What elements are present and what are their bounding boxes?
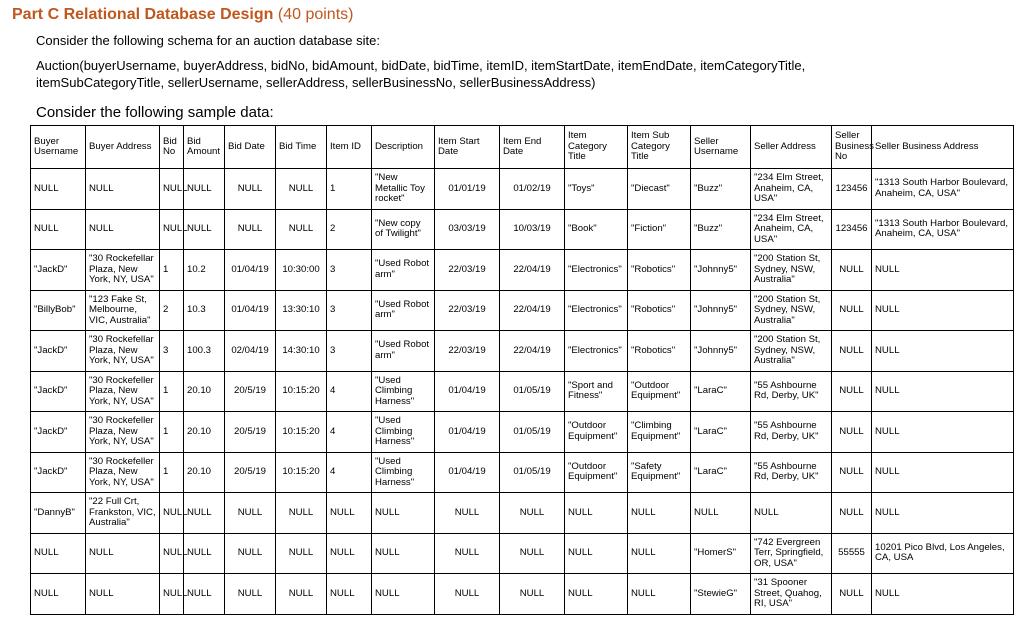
table-cell: NULL — [435, 533, 500, 574]
table-cell: 22/04/19 — [500, 290, 565, 331]
table-cell: "Fiction" — [628, 209, 691, 250]
table-cell: "Johnny5" — [691, 331, 751, 372]
table-cell: 2 — [327, 209, 372, 250]
table-cell: NULL — [86, 574, 160, 615]
table-cell: NULL — [832, 412, 872, 453]
table-cell: "Used Climbing Harness" — [372, 412, 435, 453]
table-row — [31, 412, 1014, 453]
table-cell: "Outdoor Equipment" — [565, 452, 628, 493]
table-cell: 14:30:10 — [276, 331, 327, 372]
table-cell: NULL — [832, 452, 872, 493]
table-cell: NULL — [86, 533, 160, 574]
table-cell: NULL — [832, 574, 872, 615]
table-cell: 01/04/19 — [225, 290, 276, 331]
table-cell: NULL — [160, 169, 184, 210]
table-cell: NULL — [872, 452, 1014, 493]
table-cell: 100.3 — [184, 331, 225, 372]
table-cell: 22/04/19 — [500, 331, 565, 372]
table-cell: 01/04/19 — [435, 371, 500, 412]
table-cell: "StewieG" — [691, 574, 751, 615]
table-cell: NULL — [832, 250, 872, 291]
table-cell: "JackD" — [31, 371, 86, 412]
table-cell: NULL — [225, 533, 276, 574]
table-cell: 10:15:20 — [276, 452, 327, 493]
table-cell: NULL — [628, 574, 691, 615]
table-cell: "Book" — [565, 209, 628, 250]
table-cell: NULL — [500, 533, 565, 574]
table-cell: "JackD" — [31, 452, 86, 493]
table-cell: NULL — [31, 169, 86, 210]
table-cell: 10.3 — [184, 290, 225, 331]
table-cell: 22/04/19 — [500, 250, 565, 291]
table-cell: NULL — [31, 533, 86, 574]
table-cell: NULL — [160, 533, 184, 574]
table-row — [31, 574, 1014, 615]
table-cell: 01/05/19 — [500, 412, 565, 453]
column-header: Bid No — [160, 126, 184, 169]
table-cell: 4 — [327, 452, 372, 493]
table-row — [31, 290, 1014, 331]
table-cell: 10201 Pico Blvd, Los Angeles, CA, USA — [872, 533, 1014, 574]
column-header: Seller Address — [751, 126, 832, 169]
table-cell: NULL — [276, 493, 327, 534]
table-cell: "1313 South Harbor Boulevard, Anaheim, CA, USA" — [872, 209, 1014, 250]
table-cell: 1 — [160, 452, 184, 493]
table-cell: "123 Fake St, Melbourne, VIC, Australia" — [86, 290, 160, 331]
table-cell: "Safety Equipment" — [628, 452, 691, 493]
table-cell: "Buzz" — [691, 209, 751, 250]
table-cell: 20.10 — [184, 452, 225, 493]
table-cell: NULL — [565, 574, 628, 615]
table-cell: NULL — [86, 169, 160, 210]
column-header: Seller Business Address — [872, 126, 1014, 169]
table-cell: "LaraC" — [691, 412, 751, 453]
table-cell: "BillyBob" — [31, 290, 86, 331]
table-cell: "30 Rockefellar Plaza, New York, NY, USA" — [86, 250, 160, 291]
table-cell: "Electronics" — [565, 290, 628, 331]
table-cell: NULL — [435, 493, 500, 534]
table-cell: 123456 — [832, 209, 872, 250]
table-cell: NULL — [872, 250, 1014, 291]
table-cell: NULL — [184, 533, 225, 574]
table-cell: NULL — [225, 169, 276, 210]
table-cell: 1 — [327, 169, 372, 210]
table-cell: "DannyB" — [31, 493, 86, 534]
table-cell: NULL — [832, 290, 872, 331]
table-cell: NULL — [872, 371, 1014, 412]
table-cell: "LaraC" — [691, 452, 751, 493]
column-header: Bid Date — [225, 126, 276, 169]
table-cell: 01/01/19 — [435, 169, 500, 210]
table-cell: "Johnny5" — [691, 290, 751, 331]
table-cell: "Used Climbing Harness" — [372, 371, 435, 412]
table-cell: "JackD" — [31, 250, 86, 291]
column-header: Item Category Title — [565, 126, 628, 169]
table-cell: "Toys" — [565, 169, 628, 210]
table-cell: NULL — [276, 169, 327, 210]
column-header: Item End Date — [500, 126, 565, 169]
table-cell: "55 Ashbourne Rd, Derby, UK" — [751, 371, 832, 412]
column-header: Seller Business No — [832, 126, 872, 169]
table-cell: NULL — [500, 493, 565, 534]
table-cell: NULL — [751, 493, 832, 534]
table-cell: NULL — [86, 209, 160, 250]
table-cell: "Used Robot arm" — [372, 290, 435, 331]
table-cell: 10:30:00 — [276, 250, 327, 291]
sample-data-label: Consider the following sample data: — [36, 104, 274, 121]
table-cell: "30 Rockefeller Plaza, New York, NY, USA" — [86, 371, 160, 412]
table-cell: 20.10 — [184, 371, 225, 412]
table-cell: NULL — [160, 209, 184, 250]
column-header: Bid Amount — [184, 126, 225, 169]
table-cell: "30 Rockefellar Plaza, New York, NY, USA" — [86, 331, 160, 372]
intro-text: Consider the following schema for an auction database site: — [36, 33, 380, 48]
column-header: Item ID — [327, 126, 372, 169]
table-cell: 1 — [160, 371, 184, 412]
table-cell: "234 Elm Street, Anaheim, CA, USA" — [751, 209, 832, 250]
table-cell: NULL — [225, 493, 276, 534]
table-cell: NULL — [628, 493, 691, 534]
column-header: Seller Username — [691, 126, 751, 169]
table-cell: 1 — [160, 250, 184, 291]
table-cell: 20.10 — [184, 412, 225, 453]
table-cell: NULL — [372, 533, 435, 574]
table-cell: "JackD" — [31, 331, 86, 372]
table-cell: "Outdoor Equipment" — [565, 412, 628, 453]
table-cell: "200 Station St, Sydney, NSW, Australia" — [751, 250, 832, 291]
table-cell: 2 — [160, 290, 184, 331]
table-cell: 01/04/19 — [435, 412, 500, 453]
table-cell: NULL — [327, 574, 372, 615]
table-cell: 01/05/19 — [500, 371, 565, 412]
table-row — [31, 169, 1014, 210]
table-cell: 22/03/19 — [435, 250, 500, 291]
table-cell: NULL — [372, 493, 435, 534]
table-cell: NULL — [691, 493, 751, 534]
table-cell: NULL — [435, 574, 500, 615]
table-cell: 22/03/19 — [435, 290, 500, 331]
table-cell: "Electronics" — [565, 331, 628, 372]
sample-data-table — [30, 125, 1014, 615]
column-header: Item Start Date — [435, 126, 500, 169]
table-cell: 02/04/19 — [225, 331, 276, 372]
table-cell: 3 — [160, 331, 184, 372]
table-cell: "Used Robot arm" — [372, 331, 435, 372]
table-cell: 55555 — [832, 533, 872, 574]
table-cell: 10/03/19 — [500, 209, 565, 250]
table-cell: NULL — [327, 533, 372, 574]
table-cell: "New Metallic Toy rocket" — [372, 169, 435, 210]
table-cell: 01/05/19 — [500, 452, 565, 493]
table-cell: NULL — [565, 533, 628, 574]
table-cell: 20/5/19 — [225, 452, 276, 493]
schema-definition: Auction(buyerUsername, buyerAddress, bidNo, bidAmount, bidDate, bidTime, itemID, itemStartDate, itemEndDate, itemCategoryTitle, itemSubCategoryTitle, sellerUsername, sellerAddress, sellerBusinessNo, sellerBusinessAddress) — [36, 58, 806, 90]
table-cell: "LaraC" — [691, 371, 751, 412]
table-cell: NULL — [276, 533, 327, 574]
table-cell: "30 Rockefeller Plaza, New York, NY, USA" — [86, 412, 160, 453]
table-cell: "Electronics" — [565, 250, 628, 291]
table-cell: NULL — [276, 209, 327, 250]
table-cell: NULL — [327, 493, 372, 534]
table-cell: "55 Ashbourne Rd, Derby, UK" — [751, 412, 832, 453]
table-cell: NULL — [184, 574, 225, 615]
column-header: Buyer Username — [31, 126, 86, 169]
table-cell: 10:15:20 — [276, 371, 327, 412]
table-cell: NULL — [225, 574, 276, 615]
table-cell: NULL — [184, 169, 225, 210]
column-header: Buyer Address — [86, 126, 160, 169]
table-cell: "Used Robot arm" — [372, 250, 435, 291]
table-cell: 03/03/19 — [435, 209, 500, 250]
table-cell: NULL — [372, 574, 435, 615]
table-cell: "Diecast" — [628, 169, 691, 210]
table-cell: "Sport and Fitness" — [565, 371, 628, 412]
table-cell: NULL — [872, 331, 1014, 372]
table-cell: "Robotics" — [628, 331, 691, 372]
table-cell: NULL — [184, 209, 225, 250]
table-header-row — [31, 126, 1014, 169]
table-cell: NULL — [225, 209, 276, 250]
table-cell: "HomerS" — [691, 533, 751, 574]
table-cell: "Climbing Equipment" — [628, 412, 691, 453]
table-cell: "200 Station St, Sydney, NSW, Australia" — [751, 290, 832, 331]
table-cell: NULL — [31, 574, 86, 615]
table-row — [31, 371, 1014, 412]
table-cell: "234 Elm Street, Anaheim, CA, USA" — [751, 169, 832, 210]
table-row — [31, 209, 1014, 250]
table-cell: "31 Spooner Street, Quahog, RI, USA" — [751, 574, 832, 615]
table-cell: NULL — [872, 493, 1014, 534]
section-title — [12, 6, 353, 24]
table-cell: "Used Climbing Harness" — [372, 452, 435, 493]
table-cell: NULL — [628, 533, 691, 574]
table-cell: "JackD" — [31, 412, 86, 453]
table-cell: "Johnny5" — [691, 250, 751, 291]
table-cell: 3 — [327, 290, 372, 331]
table-cell: NULL — [872, 412, 1014, 453]
table-cell: NULL — [872, 290, 1014, 331]
table-cell: 22/03/19 — [435, 331, 500, 372]
table-cell: 01/04/19 — [225, 250, 276, 291]
table-cell: 20/5/19 — [225, 412, 276, 453]
table-cell: NULL — [565, 493, 628, 534]
table-cell: NULL — [31, 209, 86, 250]
table-cell: "Outdoor Equipment" — [628, 371, 691, 412]
table-cell: NULL — [160, 493, 184, 534]
table-cell: 4 — [327, 412, 372, 453]
table-row — [31, 493, 1014, 534]
table-row — [31, 533, 1014, 574]
points-text: (40 points) — [277, 6, 354, 23]
table-cell: 3 — [327, 331, 372, 372]
table-cell: 01/02/19 — [500, 169, 565, 210]
table-cell: "New copy of Twilight" — [372, 209, 435, 250]
column-header: Description — [372, 126, 435, 169]
table-cell: NULL — [160, 574, 184, 615]
table-cell: 123456 — [832, 169, 872, 210]
table-cell: "22 Full Crt, Frankston, VIC, Australia" — [86, 493, 160, 534]
table-cell: 3 — [327, 250, 372, 291]
table-cell: 01/04/19 — [435, 452, 500, 493]
table-cell: "1313 South Harbor Boulevard, Anaheim, CA, USA" — [872, 169, 1014, 210]
table-cell: "30 Rockefeller Plaza, New York, NY, USA" — [86, 452, 160, 493]
table-cell: "200 Station St, Sydney, NSW, Australia" — [751, 331, 832, 372]
table-cell: "Robotics" — [628, 290, 691, 331]
table-row — [31, 452, 1014, 493]
table-cell: NULL — [872, 574, 1014, 615]
table-row — [31, 331, 1014, 372]
table-cell: 4 — [327, 371, 372, 412]
table-cell: 10.2 — [184, 250, 225, 291]
table-cell: "742 Evergreen Terr, Springfield, OR, USA" — [751, 533, 832, 574]
table-cell: 13:30:10 — [276, 290, 327, 331]
table-cell: NULL — [500, 574, 565, 615]
table-cell: 10:15:20 — [276, 412, 327, 453]
table-cell: NULL — [184, 493, 225, 534]
table-row — [31, 250, 1014, 291]
table-cell: NULL — [832, 493, 872, 534]
table-cell: NULL — [276, 574, 327, 615]
table-cell: "55 Ashbourne Rd, Derby, UK" — [751, 452, 832, 493]
table-cell: "Robotics" — [628, 250, 691, 291]
table-cell: 1 — [160, 412, 184, 453]
column-header: Bid Time — [276, 126, 327, 169]
table-cell: NULL — [832, 331, 872, 372]
table-cell: 20/5/19 — [225, 371, 276, 412]
title-text: Part C Relational Database Design — [12, 6, 274, 23]
column-header: Item Sub Category Title — [628, 126, 691, 169]
table-cell: NULL — [832, 371, 872, 412]
table-cell: "Buzz" — [691, 169, 751, 210]
